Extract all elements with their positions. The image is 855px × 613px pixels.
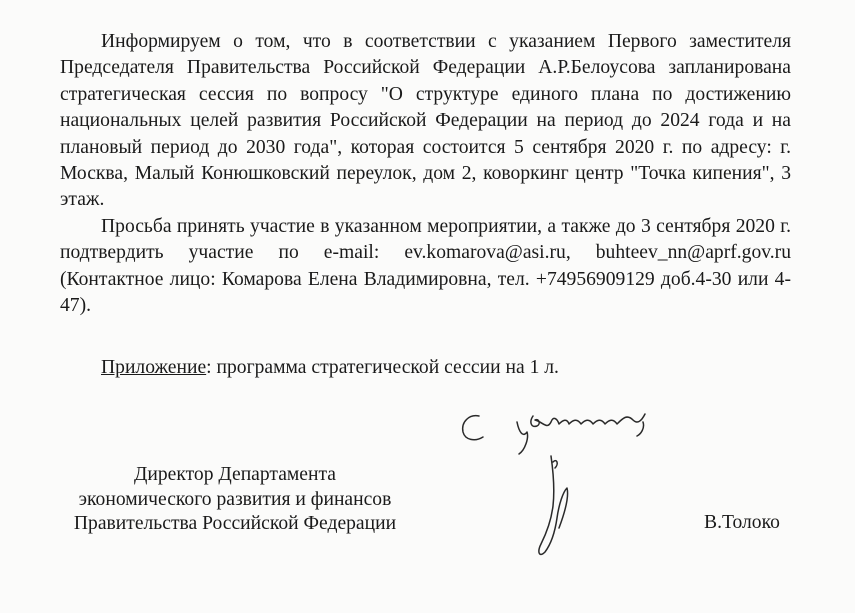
attachment-label: Приложение bbox=[101, 357, 207, 378]
handwriting-stroke bbox=[517, 414, 645, 454]
letter-paragraph-1: Информируем о том, что в соответствии с указанием Первого заместителя Председателя Правительства Российской Федерации А.Р.Белоусова запланирована стратегическая сессия по вопросу "О структуре единого плана по достижению национальных целей развития Российской Федерации на период до 2024 года и на плановый период до 2030 года", которая состоится 5 сентября 2020 г. по адресу: г. Москва, Малый Конюшковский переулок, дом 2, коворкинг центр "Точка кипения", 3 этаж. bbox=[60, 31, 791, 211]
signatory-title-line-2: экономического развития и финансов bbox=[78, 488, 392, 510]
signatory-title-line-1: Директор Департамента bbox=[133, 464, 336, 485]
attachment-separator: : bbox=[206, 357, 212, 378]
signatory-title bbox=[52, 463, 418, 537]
handwritten-signature bbox=[455, 392, 665, 592]
handwriting-stroke bbox=[539, 456, 568, 554]
handwriting-stroke bbox=[463, 416, 483, 440]
handwriting-stroke bbox=[553, 461, 557, 468]
attachment-text: программа стратегической сессии на 1 л. bbox=[211, 357, 559, 378]
handwritten-closing-and-signature-drawing bbox=[455, 392, 665, 592]
letter-paragraph-2: Просьба принять участие в указанном мероприятии, а также до 3 сентября 2020 г. подтвердить участие по e-mail: ev.komarova@asi.ru, buhteev_nn@aprf.gov.ru (Контактное лицо: Комарова Елена Владимировна, тел. +74956909129 доб.4-30 или 4-47). bbox=[60, 216, 791, 317]
attachment-note bbox=[101, 355, 559, 381]
signatory-title-line-3: Правительства Российской Федерации bbox=[73, 513, 397, 534]
signatory-name: В.Толоко bbox=[704, 512, 780, 533]
